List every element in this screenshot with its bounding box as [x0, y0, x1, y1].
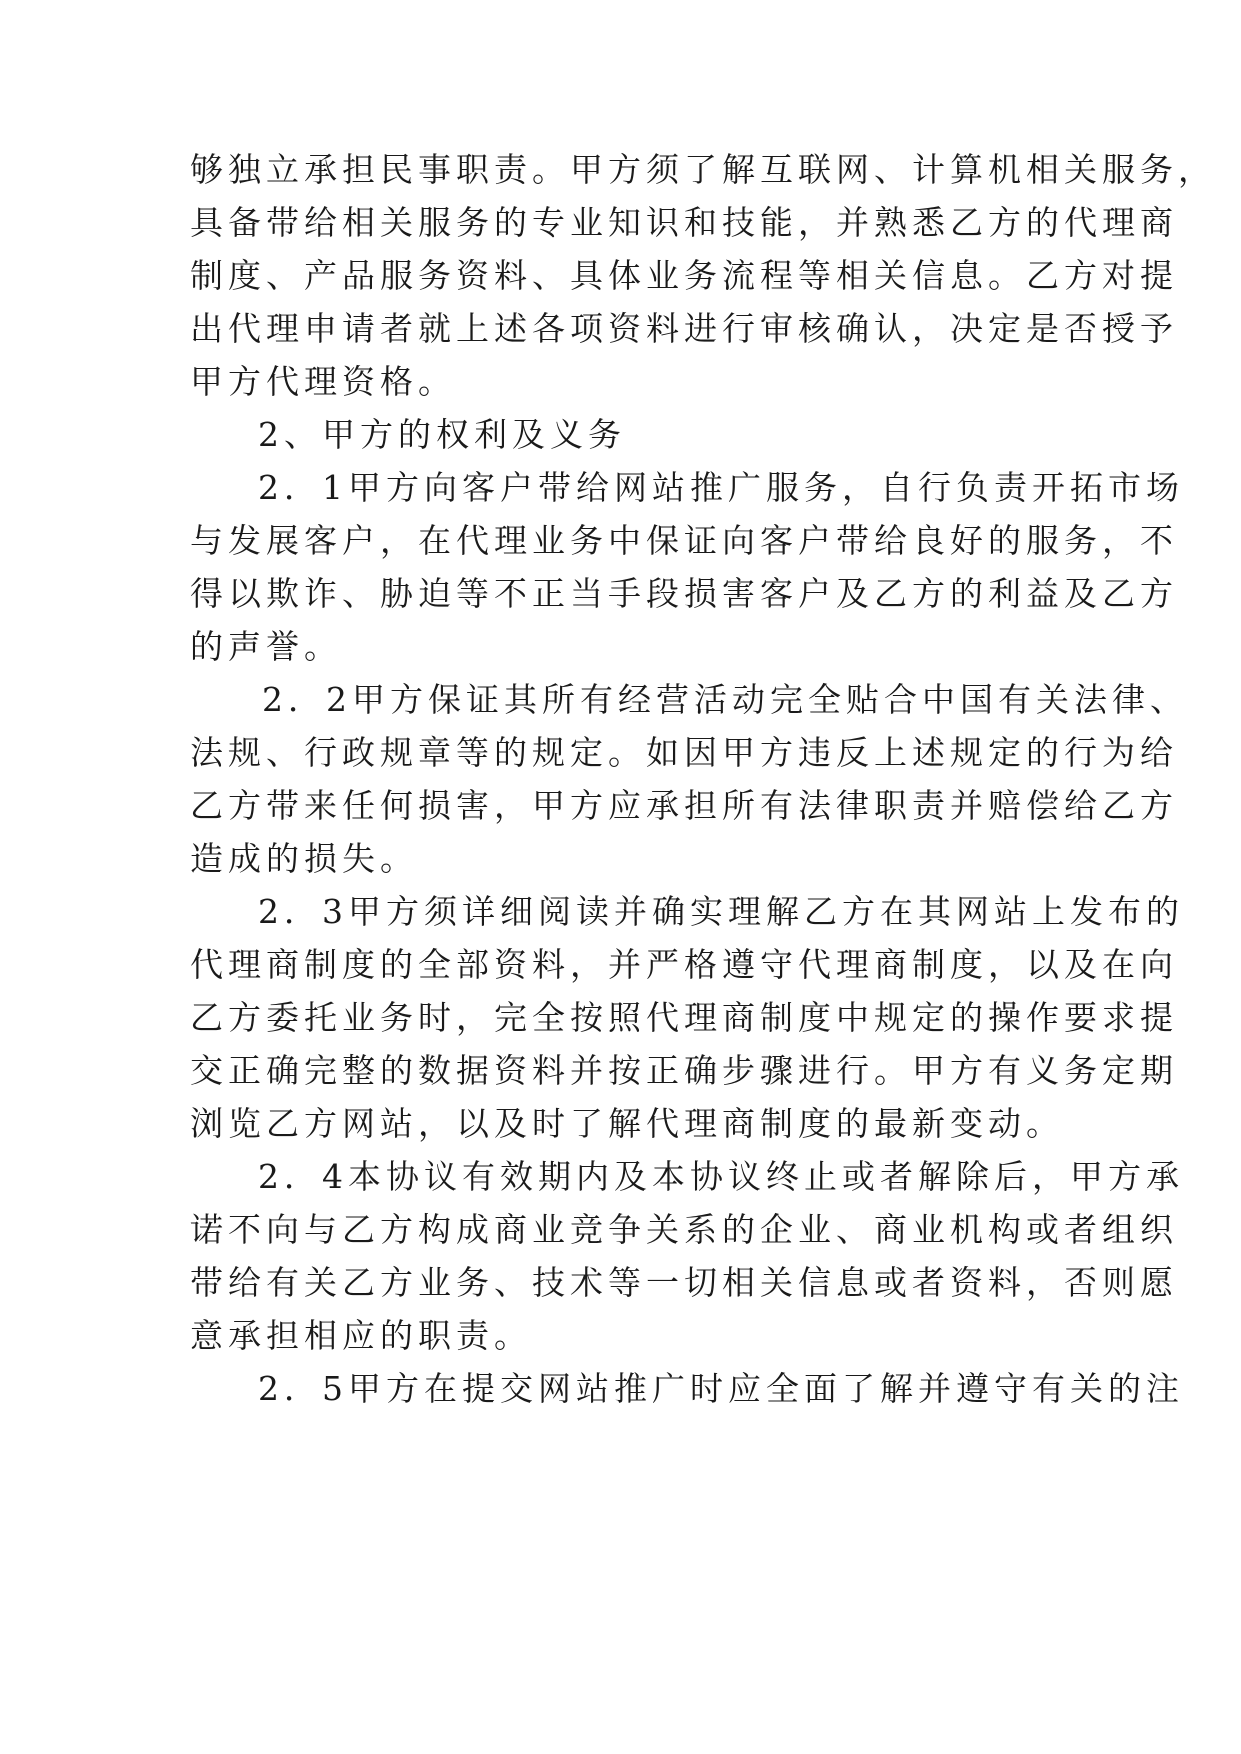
heading-line: 2、甲方的权利及义务 [258, 415, 626, 454]
text-line: 甲方代理资格。 [190, 362, 456, 401]
text-line: 乙方委托业务时，完全按照代理商制度中规定的操作要求提 [190, 998, 1178, 1037]
text-line: 制度、产品服务资料、具体业务流程等相关信息。乙方对提 [190, 256, 1178, 295]
text-line: 2．5甲方在提交网站推广时应全面了解并遵守有关的注 [258, 1369, 1184, 1408]
text-line: 浏览乙方网站，以及时了解代理商制度的最新变动。 [190, 1104, 1064, 1143]
text-line: 2．2甲方保证其所有经营活动完全贴合中国有关法律、 [262, 680, 1188, 719]
text-line: 得以欺诈、胁迫等不正当手段损害客户及乙方的利益及乙方 [190, 574, 1178, 613]
text-line: 交正确完整的数据资料并按正确步骤进行。甲方有义务定期 [190, 1051, 1178, 1090]
text-line: 诺不向与乙方构成商业竞争关系的企业、商业机构或者组织 [190, 1210, 1178, 1249]
text-line: 与发展客户，在代理业务中保证向客户带给良好的服务，不 [190, 521, 1178, 560]
text-line: 具备带给相关服务的专业知识和技能，并熟悉乙方的代理商 [190, 203, 1178, 242]
text-line: 2．1甲方向客户带给网站推广服务，自行负责开拓市场 [258, 468, 1184, 507]
text-line: 够独立承担民事职责。甲方须了解互联网、计算机相关服务， [190, 150, 1216, 189]
text-line: 的声誉。 [190, 627, 342, 666]
text-line: 2．3甲方须详细阅读并确实理解乙方在其网站上发布的 [258, 892, 1184, 931]
text-line: 代理商制度的全部资料，并严格遵守代理商制度，以及在向 [190, 945, 1178, 984]
text-line: 出代理申请者就上述各项资料进行审核确认，决定是否授予 [190, 309, 1178, 348]
text-line: 带给有关乙方业务、技术等一切相关信息或者资料，否则愿 [190, 1263, 1178, 1302]
text-line: 2．4本协议有效期内及本协议终止或者解除后，甲方承 [258, 1157, 1184, 1196]
text-line: 意承担相应的职责。 [190, 1316, 532, 1355]
text-line: 造成的损失。 [190, 839, 418, 878]
text-line: 法规、行政规章等的规定。如因甲方违反上述规定的行为给 [190, 733, 1178, 772]
text-line: 乙方带来任何损害，甲方应承担所有法律职责并赔偿给乙方 [190, 786, 1178, 825]
